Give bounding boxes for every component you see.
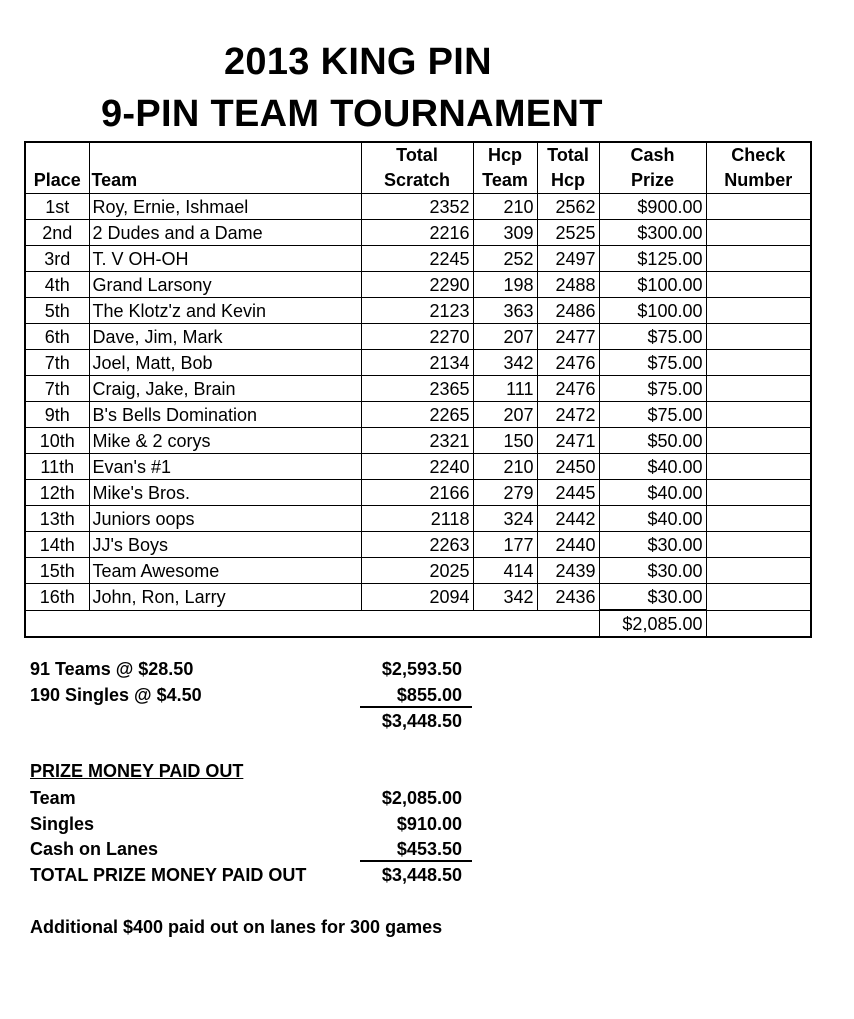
table-row	[25, 558, 811, 584]
place-cell: 4th	[25, 272, 89, 298]
place-cell: 3rd	[25, 246, 89, 272]
place-cell: 7th	[25, 376, 89, 402]
team-cell: Mike & 2 corys	[89, 428, 361, 454]
place-cell: 10th	[25, 428, 89, 454]
hcp-team-cell: 279	[473, 480, 537, 506]
payout-singles-amount: $910.00	[396, 814, 462, 834]
total-hcp-cell: 2436	[537, 584, 599, 611]
hcp-team-cell: 324	[473, 506, 537, 532]
table-row	[25, 402, 811, 428]
prize-total: $2,085.00	[599, 610, 706, 637]
place-cell: 9th	[25, 402, 89, 428]
prize-total-row	[25, 610, 811, 637]
document-title: 2013 KING PIN	[224, 41, 492, 83]
total-hcp-cell: 2488	[537, 272, 599, 298]
check-number-cell	[706, 558, 811, 584]
place-cell: 14th	[25, 532, 89, 558]
total-hcp-cell: 2525	[537, 220, 599, 246]
hcp-team-cell: 207	[473, 324, 537, 350]
table-row	[25, 194, 811, 220]
table-row	[25, 220, 811, 246]
cash-prize-cell: $75.00	[599, 350, 706, 376]
total-hcp-cell: 2445	[537, 480, 599, 506]
team-cell: B's Bells Domination	[89, 402, 361, 428]
cash-prize-cell: $50.00	[599, 428, 706, 454]
total-hcp-cell: 2450	[537, 454, 599, 480]
team-cell: Juniors oops	[89, 506, 361, 532]
total-scratch-cell: 2321	[361, 428, 473, 454]
table-row	[25, 506, 811, 532]
hcp-team-cell: 150	[473, 428, 537, 454]
payout-total-rule	[360, 860, 472, 862]
total-scratch-cell: 2118	[361, 506, 473, 532]
total-hcp-cell: 2440	[537, 532, 599, 558]
check-number-cell	[706, 272, 811, 298]
cash-prize-cell: $40.00	[599, 480, 706, 506]
place-cell: 2nd	[25, 220, 89, 246]
header-hcp-team: Hcp Team	[473, 142, 537, 194]
table-row	[25, 376, 811, 402]
team-cell: T. V OH-OH	[89, 246, 361, 272]
total-hcp-cell: 2497	[537, 246, 599, 272]
cash-prize-cell: $300.00	[599, 220, 706, 246]
header-team: Team	[89, 142, 361, 194]
header-check-number: Check Number	[706, 142, 811, 194]
payout-total-label: TOTAL PRIZE MONEY PAID OUT	[30, 865, 307, 885]
total-hcp-cell: 2471	[537, 428, 599, 454]
header-place: Place	[25, 142, 89, 194]
table-row	[25, 584, 811, 611]
total-scratch-cell: 2263	[361, 532, 473, 558]
payout-lanes-amount: $453.50	[396, 839, 462, 859]
total-hcp-cell: 2476	[537, 376, 599, 402]
header-row	[25, 142, 811, 194]
cash-prize-cell: $30.00	[599, 584, 706, 611]
cash-prize-cell: $75.00	[599, 324, 706, 350]
cash-prize-cell: $40.00	[599, 506, 706, 532]
team-cell: John, Ron, Larry	[89, 584, 361, 611]
place-cell: 13th	[25, 506, 89, 532]
entries-total-amount: $3,448.50	[381, 711, 462, 731]
payout-heading: PRIZE MONEY PAID OUT	[30, 761, 244, 781]
cash-prize-cell: $40.00	[599, 454, 706, 480]
table-row	[25, 532, 811, 558]
total-scratch-cell: 2245	[361, 246, 473, 272]
cash-prize-cell: $900.00	[599, 194, 706, 220]
total-hcp-cell: 2476	[537, 350, 599, 376]
table-row	[25, 324, 811, 350]
total-scratch-cell: 2270	[361, 324, 473, 350]
team-cell: Joel, Matt, Bob	[89, 350, 361, 376]
payout-team-amount: $2,085.00	[381, 788, 462, 808]
place-cell: 16th	[25, 584, 89, 611]
spacer-cell	[25, 610, 599, 637]
place-cell: 5th	[25, 298, 89, 324]
check-number-cell	[706, 324, 811, 350]
place-cell: 1st	[25, 194, 89, 220]
cash-prize-cell: $30.00	[599, 532, 706, 558]
payout-lanes-label: Cash on Lanes	[30, 839, 159, 859]
payout-team-label: Team	[30, 788, 76, 808]
cash-prize-cell: $75.00	[599, 376, 706, 402]
table-row	[25, 246, 811, 272]
table-row	[25, 272, 811, 298]
spacer-cell	[706, 610, 811, 637]
total-scratch-cell: 2025	[361, 558, 473, 584]
check-number-cell	[706, 480, 811, 506]
check-number-cell	[706, 454, 811, 480]
payout-total-amount: $3,448.50	[381, 865, 462, 885]
teams-entry-amount: $2,593.50	[381, 659, 462, 679]
payout-section	[0, 758, 854, 888]
total-scratch-cell: 2094	[361, 584, 473, 611]
place-cell: 6th	[25, 324, 89, 350]
check-number-cell	[706, 584, 811, 611]
header-cash-prize: Cash Prize	[599, 142, 706, 194]
singles-entry-amount: $855.00	[396, 685, 462, 705]
cash-prize-cell: $75.00	[599, 402, 706, 428]
header-total-scratch: Total Scratch	[361, 142, 473, 194]
hcp-team-cell: 342	[473, 350, 537, 376]
hcp-team-cell: 210	[473, 194, 537, 220]
cash-prize-cell: $125.00	[599, 246, 706, 272]
payout-singles-label: Singles	[30, 814, 95, 834]
team-cell: Craig, Jake, Brain	[89, 376, 361, 402]
table-row	[25, 454, 811, 480]
total-scratch-cell: 2240	[361, 454, 473, 480]
team-cell: 2 Dudes and a Dame	[89, 220, 361, 246]
team-cell: Mike's Bros.	[89, 480, 361, 506]
check-number-cell	[706, 402, 811, 428]
hcp-team-cell: 207	[473, 402, 537, 428]
cash-prize-cell: $100.00	[599, 298, 706, 324]
team-cell: Evan's #1	[89, 454, 361, 480]
cash-prize-cell: $100.00	[599, 272, 706, 298]
entry-fees-section	[0, 656, 854, 736]
hcp-team-cell: 414	[473, 558, 537, 584]
hcp-team-cell: 111	[473, 376, 537, 402]
check-number-cell	[706, 220, 811, 246]
total-hcp-cell: 2442	[537, 506, 599, 532]
teams-entry-label: 91 Teams @ $28.50	[30, 659, 194, 679]
total-hcp-cell: 2477	[537, 324, 599, 350]
hcp-team-cell: 342	[473, 584, 537, 611]
place-cell: 15th	[25, 558, 89, 584]
team-cell: JJ's Boys	[89, 532, 361, 558]
hcp-team-cell: 309	[473, 220, 537, 246]
check-number-cell	[706, 506, 811, 532]
table-row	[25, 480, 811, 506]
check-number-cell	[706, 298, 811, 324]
hcp-team-cell: 363	[473, 298, 537, 324]
team-cell: Team Awesome	[89, 558, 361, 584]
team-cell: Dave, Jim, Mark	[89, 324, 361, 350]
total-scratch-cell: 2365	[361, 376, 473, 402]
entries-total-rule	[360, 706, 472, 708]
team-cell: Grand Larsony	[89, 272, 361, 298]
check-number-cell	[706, 532, 811, 558]
additional-note: Additional $400 paid out on lanes for 300 games	[30, 917, 443, 937]
total-scratch-cell: 2352	[361, 194, 473, 220]
header-total-hcp: Total Hcp	[537, 142, 599, 194]
place-cell: 11th	[25, 454, 89, 480]
table-row	[25, 428, 811, 454]
check-number-cell	[706, 194, 811, 220]
total-scratch-cell: 2290	[361, 272, 473, 298]
check-number-cell	[706, 376, 811, 402]
hcp-team-cell: 198	[473, 272, 537, 298]
team-cell: The Klotz'z and Kevin	[89, 298, 361, 324]
total-hcp-cell: 2486	[537, 298, 599, 324]
place-cell: 7th	[25, 350, 89, 376]
check-number-cell	[706, 246, 811, 272]
team-cell: Roy, Ernie, Ishmael	[89, 194, 361, 220]
total-hcp-cell: 2472	[537, 402, 599, 428]
total-scratch-cell: 2134	[361, 350, 473, 376]
total-hcp-cell: 2439	[537, 558, 599, 584]
hcp-team-cell: 210	[473, 454, 537, 480]
place-cell: 12th	[25, 480, 89, 506]
total-scratch-cell: 2166	[361, 480, 473, 506]
singles-entry-label: 190 Singles @ $4.50	[30, 685, 202, 705]
hcp-team-cell: 252	[473, 246, 537, 272]
total-scratch-cell: 2123	[361, 298, 473, 324]
table-row	[25, 298, 811, 324]
cash-prize-cell: $30.00	[599, 558, 706, 584]
check-number-cell	[706, 350, 811, 376]
total-scratch-cell: 2216	[361, 220, 473, 246]
hcp-team-cell: 177	[473, 532, 537, 558]
check-number-cell	[706, 428, 811, 454]
results-table	[24, 141, 812, 638]
total-hcp-cell: 2562	[537, 194, 599, 220]
total-scratch-cell: 2265	[361, 402, 473, 428]
table-row	[25, 350, 811, 376]
document-subtitle: 9-PIN TEAM TOURNAMENT	[101, 93, 603, 135]
